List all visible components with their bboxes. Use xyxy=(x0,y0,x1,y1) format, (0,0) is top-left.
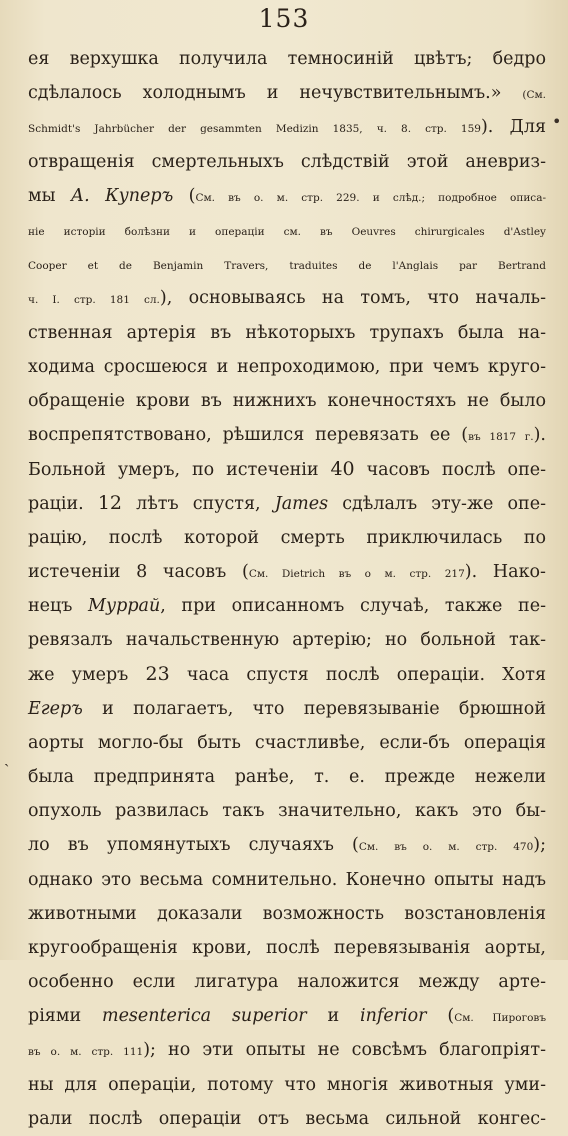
text-segment: ны для операціи, потому что многія животныя уми- xyxy=(28,1074,546,1095)
text-segment: и xyxy=(306,1006,360,1027)
text-segment: кругообращенія крови, послѣ перевязыванія аорты, xyxy=(28,937,546,958)
text-segment: ); но эти опыты не совсѣмъ благопріят- xyxy=(143,1040,546,1061)
text-line xyxy=(28,521,546,555)
text-segment: ріями xyxy=(28,1006,102,1027)
text-line xyxy=(28,281,546,315)
text-segment: обращеніе крови въ нижнихъ конечностяхъ не было xyxy=(28,390,546,411)
text-line xyxy=(28,42,546,76)
text-segment: истеченіи 8 часовъ ( xyxy=(28,561,249,582)
text-segment: опухоль развилась такъ значительно, какъ это бы- xyxy=(28,801,546,822)
text-segment: ). xyxy=(533,425,546,446)
text-segment: раціи. xyxy=(28,494,98,515)
text-line xyxy=(28,828,546,862)
body-text xyxy=(28,42,546,1136)
text-segment: мы xyxy=(28,185,71,206)
text-segment: часа спустя послѣ операціи. Хотя xyxy=(169,665,546,686)
text-segment: сдѣлалось холоднымъ и нечувствительнымъ.» xyxy=(28,83,523,104)
text-segment: аорты могло-бы быть счастливѣе, если-бъ операція xyxy=(28,732,546,753)
text-segment: ходима сросшеюся и непроходимою, при чемъ круго- xyxy=(28,356,546,377)
text-segment: воспрепятствовано, рѣшился перевязать ее ( xyxy=(28,425,469,446)
text-line xyxy=(28,726,546,760)
text-line xyxy=(28,145,546,179)
text-segment: См. Dietrich въ о м. стр. 217 xyxy=(248,567,465,580)
text-segment: ), основываясь на томъ, что началь- xyxy=(159,288,546,309)
text-segment: Schmidt's Jahrbücher der gesammten Medizin 1835, ч. 8. стр. 159 xyxy=(28,123,481,136)
text-line xyxy=(28,418,546,452)
text-segment: Cooper et de Benjamin Travers, traduites de l'Anglais par Bertrand xyxy=(28,260,546,273)
text-segment: въ 1817 г. xyxy=(468,431,534,444)
text-segment: ( xyxy=(426,1006,455,1027)
text-line xyxy=(28,486,546,520)
text-line xyxy=(28,623,546,657)
text-segment: 23 xyxy=(145,663,170,686)
text-segment: и полагаетъ, что перевязываніе брюшной xyxy=(82,698,546,719)
text-segment: См. въ о. м. стр. 229. и слѣд.; подробное описа- xyxy=(195,191,547,204)
text-line xyxy=(28,1102,546,1136)
text-line xyxy=(28,316,546,350)
text-segment: же умеръ xyxy=(28,665,146,686)
margin-mark: • xyxy=(552,112,562,131)
text-segment: См. въ о. м. стр. 470 xyxy=(358,841,534,854)
text-segment: 40 xyxy=(330,458,355,481)
text-segment: James xyxy=(274,494,329,515)
text-segment: рали послѣ операціи отъ весьма сильной конгес- xyxy=(28,1108,546,1129)
text-segment: ); xyxy=(533,835,546,856)
text-segment: ). Нако- xyxy=(464,561,546,582)
text-line xyxy=(28,452,546,486)
text-segment: Больной умеръ, по истеченіи xyxy=(28,460,331,481)
text-line xyxy=(28,247,546,281)
text-segment: (См. xyxy=(522,89,546,102)
text-segment: была предпринята ранѣе, т. е. прежде нежели xyxy=(28,766,546,787)
text-segment: въ о. м. стр. 111 xyxy=(28,1046,144,1059)
text-segment: отвращенія смертельныхъ слѣдствій этой аневриз- xyxy=(28,151,546,172)
text-segment: , при описанномъ случаѣ, также пе- xyxy=(160,596,546,616)
page-number: 153 xyxy=(258,4,310,33)
text-line xyxy=(28,350,546,384)
text-segment: Муррай xyxy=(88,596,161,616)
text-segment: лѣтъ спустя, xyxy=(122,494,275,515)
text-segment: ственная артерія въ нѣкоторыхъ трупахъ была на- xyxy=(28,322,546,343)
text-segment: особенно если лигатура наложится между арте- xyxy=(28,972,546,993)
text-line xyxy=(28,179,546,213)
text-segment: ч. I. стр. 181 сл. xyxy=(28,294,160,307)
text-segment: ло въ упомянутыхъ случаяхъ ( xyxy=(28,835,359,856)
text-segment: См. Пироговъ xyxy=(454,1012,546,1025)
text-segment: inferior xyxy=(359,1006,427,1027)
text-segment: Егеръ xyxy=(28,698,83,719)
text-line xyxy=(28,794,546,828)
text-line xyxy=(28,110,546,144)
text-segment: 12 xyxy=(97,492,123,515)
text-segment: однако это весьма сомнительно. Конечно опыты надъ xyxy=(28,869,546,890)
text-segment: нецъ xyxy=(28,596,89,616)
text-line xyxy=(28,965,546,999)
text-line xyxy=(28,897,546,931)
text-segment: ревязалъ начальственную артерію; но больной так- xyxy=(28,630,546,651)
text-segment: ( xyxy=(173,185,196,206)
text-line xyxy=(28,555,546,589)
text-line xyxy=(28,1033,546,1067)
text-segment: часовъ послѣ опе- xyxy=(354,460,547,481)
text-line xyxy=(28,213,546,247)
text-line xyxy=(28,999,546,1033)
text-segment: рацію, послѣ которой смерть приключилась по xyxy=(28,527,546,548)
text-segment: сдѣлалъ эту-же опе- xyxy=(328,494,546,515)
text-line xyxy=(28,384,546,418)
text-line xyxy=(28,692,546,726)
text-line xyxy=(28,657,546,691)
text-segment: mesenterica superior xyxy=(101,1006,307,1027)
margin-tick: ˎ xyxy=(4,748,10,767)
text-segment: ніе исторіи болѣзни и операціи см. въ Oeuvres chirurgicales d'Astley xyxy=(28,225,546,238)
text-segment: ея верхушка получила темносиній цвѣтъ; бедро xyxy=(28,49,546,69)
text-segment: А. Куперъ xyxy=(70,185,174,206)
text-line xyxy=(28,760,546,794)
text-line xyxy=(28,76,546,110)
text-line xyxy=(28,589,546,623)
text-segment: ). Для xyxy=(480,117,546,138)
text-line xyxy=(28,863,546,897)
text-line xyxy=(28,1068,546,1102)
text-segment: животными доказали возможность возстановленія xyxy=(28,903,546,924)
